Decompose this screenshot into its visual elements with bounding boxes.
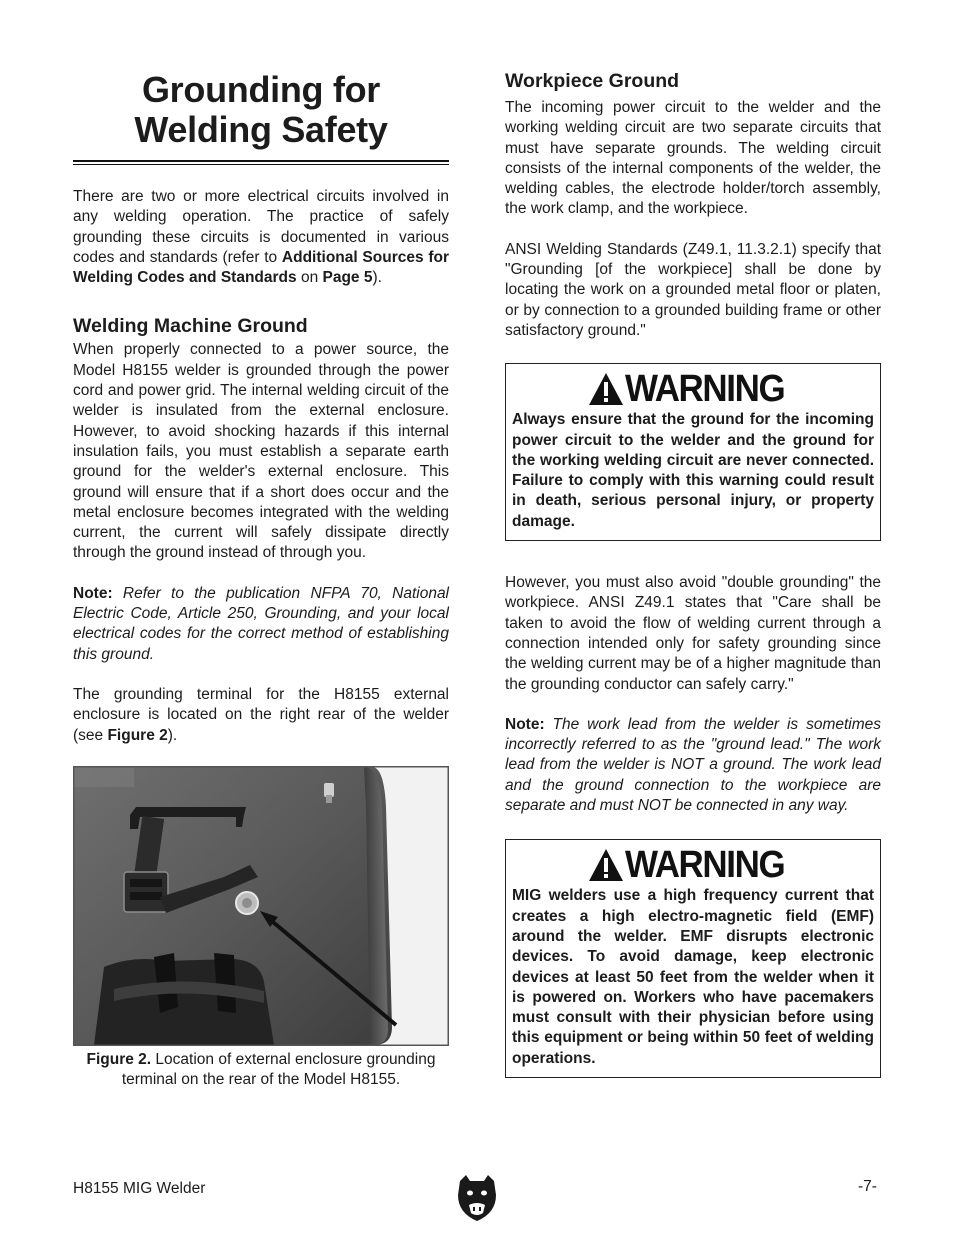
terminal-paragraph: The grounding terminal for the H8155 external enclosure is located on the right rear of the welder (see Figure 2). — [73, 685, 449, 744]
warning-triangle-icon — [588, 848, 624, 882]
right-column — [505, 68, 881, 1078]
warning-text-1: Always ensure that the ground for the incoming power circuit to the welder and the ground for the working welding circuit are never connected. Failure to comply with this warning could result in death, serious personal injury, or property damage. — [512, 411, 874, 530]
machine-paragraph: When properly connected to a power source, the Model H8155 welder is grounded through the power cord and power grid. The internal welding circuit of the welder is insulated from the external enclosure. However, to avoid shocking hazards if this internal insulation fails, you must establish a separate earth ground for the welder's external enclosure. This ground will ensure that if a short does occur and the metal enclosure becomes integrated with the welding current, the current will safely dissipate directly through the ground instead of through you. — [73, 341, 449, 562]
page-ref: Page 5 — [322, 269, 373, 287]
page-title-line2: Welding Safety — [134, 109, 388, 150]
warning-box-2 — [505, 839, 881, 1078]
workpiece-paragraph-2: ANSI Welding Standards (Z49.1, 11.3.2.1) specify that "Grounding [of the workpiece] shall be done by locating the work on a grounded metal floor or platen, or by connection to a grounded building frame or other satisfactory ground." — [505, 240, 881, 339]
left-column — [73, 68, 449, 1090]
warning-header-2 — [512, 844, 874, 886]
footer-model: H8155 MIG Welder — [73, 1180, 206, 1197]
page-title-line1: Grounding for — [141, 69, 381, 110]
figure-caption: Figure 2. Location of external enclosure grounding terminal on the rear of the Model H8155. — [86, 1050, 436, 1089]
machine-note: Note: Refer to the publication NFPA 70, National Electric Code, Article 250, Grounding, and your local electrical codes for the correct method of establishing this ground. — [73, 584, 450, 663]
warning-box-1 — [505, 363, 881, 541]
workpiece-paragraph-3: However, you must also avoid "double grounding" the workpiece. ANSI Z49.1 states that "Care shall be taken to avoid the flow of welding current through a connection intended only for safety grounding since the welding current may be of a higher magnitude than the grounding conductor can safely carry." — [505, 574, 881, 693]
workpiece-paragraph-1: The incoming power circuit to the welder and the working welding circuit are two separate circuits that must have separate grounds. The welding circuit consists of the internal components of the welder, the welding cables, the electrode holder/torch assembly, the work clamp, and the workpiece. — [505, 99, 881, 218]
ref-link: Additional Sources for Welding Codes and Standards — [73, 248, 449, 287]
page-title — [73, 68, 449, 150]
intro-paragraph: There are two or more electrical circuits involved in any welding operation. The practice of safely grounding these circuits is documented in various codes and standards (refer to Additional Sources for Welding Codes and Standards on Page 5). — [73, 188, 449, 287]
warning-title-1: WARNING — [624, 368, 785, 411]
warning-triangle-icon — [588, 372, 624, 406]
warning-text-2: MIG welders use a high frequency current that creates a high electro-magnetic field (EMF) around the welder. EMF disrupts electronic devices. To avoid damage, keep electronic devices at least 50 feet from the welder when it is powered on. Workers who have pacemakers must consult with their physician before using this equipment or being within 50 feet of welding operations. — [512, 887, 874, 1067]
figure-2-photo — [73, 766, 449, 1046]
section-heading-workpiece: Workpiece Ground — [505, 70, 680, 92]
section-heading-machine: Welding Machine Ground — [73, 315, 308, 338]
warning-header-1 — [512, 368, 874, 410]
bear-logo-icon — [456, 1173, 498, 1223]
workpiece-note: Note: The work lead from the welder is sometimes incorrectly referred to as the "ground lead." The work lead from the welder is NOT a ground. The work lead and the ground connection to the workpiece are separate and must NOT be connected in any way. — [505, 715, 882, 815]
warning-title-2: WARNING — [624, 844, 785, 887]
page-number: -7- — [858, 1178, 877, 1195]
